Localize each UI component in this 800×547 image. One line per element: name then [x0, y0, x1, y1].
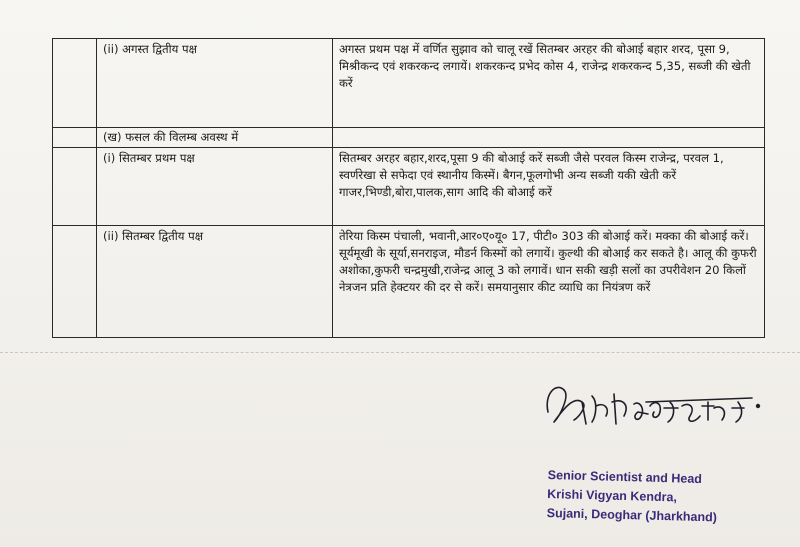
period-cell: (ii) अगस्त द्वितीय पक्ष — [97, 39, 333, 128]
advice-cell: अगस्त प्रथम पक्ष में वर्णित सुझाव को चालू रखें सितम्बर अरहर की बोआई बहार शरद, पूसा 9, मिश्रीकन्द एवं शकरकन्द लगायें। शकरकन्द प्रभेद कोस 4, राजेन्द्र शकरकन्द 5,35, सब्जी की खेती करें — [333, 39, 765, 128]
table-row — [53, 39, 765, 128]
stamp-address: Sujani, Deoghar (Jharkhand) — [546, 505, 718, 525]
table-row — [53, 226, 765, 338]
stamp-designation: Senior Scientist and Head — [547, 467, 703, 487]
advisory-table — [52, 38, 765, 338]
table-row — [53, 148, 765, 226]
serial-cell — [53, 148, 97, 226]
period-cell: (i) सितम्बर प्रथम पक्ष — [97, 148, 333, 226]
advice-cell: तेरिया किस्म पंचाली, भवानी,आर०ए०यू० 17, पीटी० 303 की बोआई करें। मक्का की बोआई करें। सूर्यमूखी के सूर्या,सनराइज, मौडर्न किस्मों को लगायें। कुल्थी की बोआई कर सकते है। आलू की कुफरी अशोका,कुफरी चन्द्रमुखी,राजेन्द्र आलू 3 को लगावें। धान सकी खड़ी सलों का उपरीवेशन 20 किलों नेत्रजन प्रति हेक्टयर की दर से करें। समयानुसार कीट व्याधि का नियंत्रण करें — [333, 226, 765, 338]
advice-cell — [333, 128, 765, 148]
serial-cell — [53, 128, 97, 148]
serial-cell — [53, 226, 97, 338]
serial-cell — [53, 39, 97, 128]
advice-cell: सितम्बर अरहर बहार,शरद,पूसा 9 की बोआई करें सब्जी जैसे परवल किस्म राजेन्द्र, परवल 1, स्वर्णरेखा से सफेदा एवं स्थानीय किस्में। बैगन,फूलगोभी अन्य सब्जी यकी खेती करें गाजर,भिण्डी,बोरा,पालक,साग आदि की बोआई करें — [333, 148, 765, 226]
table-row — [53, 128, 765, 148]
scan-fold-line — [0, 352, 800, 353]
section-heading-cell: (ख) फसल की विलम्ब अवस्थ में — [97, 128, 333, 148]
signature-stamp — [547, 466, 788, 529]
stamp-organisation: Krishi Vigyan Kendra, — [547, 486, 678, 505]
period-cell: (ii) सितम्बर द्वितीय पक्ष — [97, 226, 333, 338]
handwritten-signature — [538, 372, 774, 448]
